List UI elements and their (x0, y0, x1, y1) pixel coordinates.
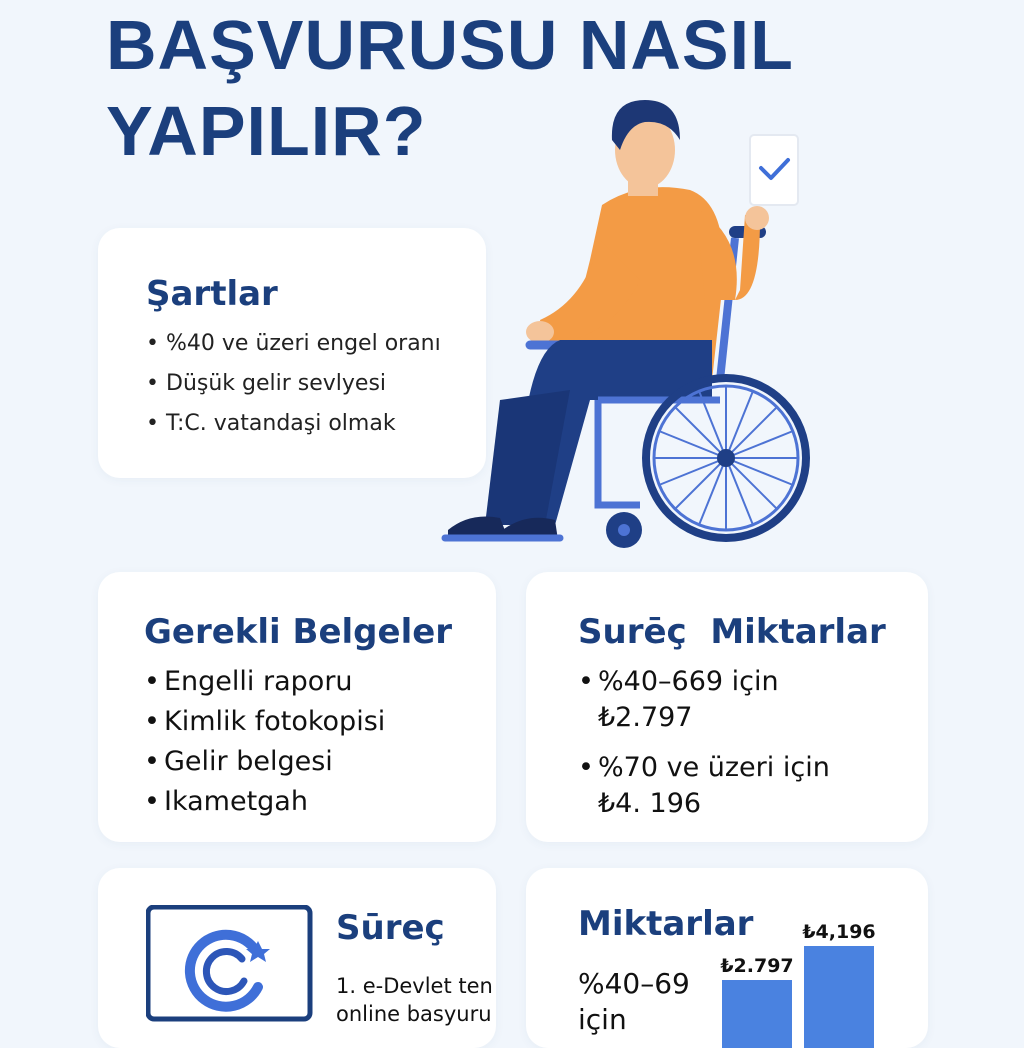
conditions-title: Şartlar (146, 274, 278, 314)
amounts-subtitle: %40–69 için (578, 967, 690, 1036)
process-step-1: 1. e-Devlet ten online basyuru (336, 974, 493, 1026)
check-document-icon (750, 135, 798, 205)
documents-list (144, 662, 385, 822)
amounts-bar-chart (706, 888, 916, 1048)
amounts-card (526, 868, 928, 1048)
wheelchair-user-illustration (430, 95, 830, 555)
laptop-icon (146, 905, 314, 1025)
bar-1 (722, 980, 792, 1048)
bar-label-2: ₺4,196 (802, 921, 876, 943)
amounts-summary-list (578, 664, 858, 836)
title-line-2: YAPILIR? (106, 92, 427, 170)
bar-label-1: ₺2.797 (720, 955, 794, 978)
documents-card (98, 572, 496, 842)
list-item: • %40–669 için ₺2.797 (578, 664, 858, 736)
amounts-summary-title: Surēç Miktarlar (578, 612, 886, 652)
list-item: • Ikametgah (144, 782, 385, 822)
list-item: • %40 ve üzeri engel oranı (146, 324, 441, 364)
process-card (98, 868, 496, 1048)
list-item: • Engelli raporu (144, 662, 385, 702)
conditions-card (98, 228, 486, 478)
conditions-list (146, 324, 441, 444)
list-item: • Düşük gelir sevlyesi (146, 364, 441, 404)
amounts-summary-card (526, 572, 928, 842)
process-title: Sūreç (336, 908, 445, 948)
list-item: • Kimlik fotokopisi (144, 702, 385, 742)
bar-2 (804, 946, 874, 1048)
amounts-title: Miktarlar (578, 904, 754, 944)
list-item: • T:C. vatandaşi olmak (146, 404, 441, 444)
title-line-1: BAŞVURUSU NASIL (106, 6, 794, 84)
documents-title: Gerekli Belgeler (144, 612, 453, 652)
list-item: • Gelir belgesi (144, 742, 385, 782)
list-item: • %70 ve üzeri için ₺4. 196 (578, 750, 858, 822)
